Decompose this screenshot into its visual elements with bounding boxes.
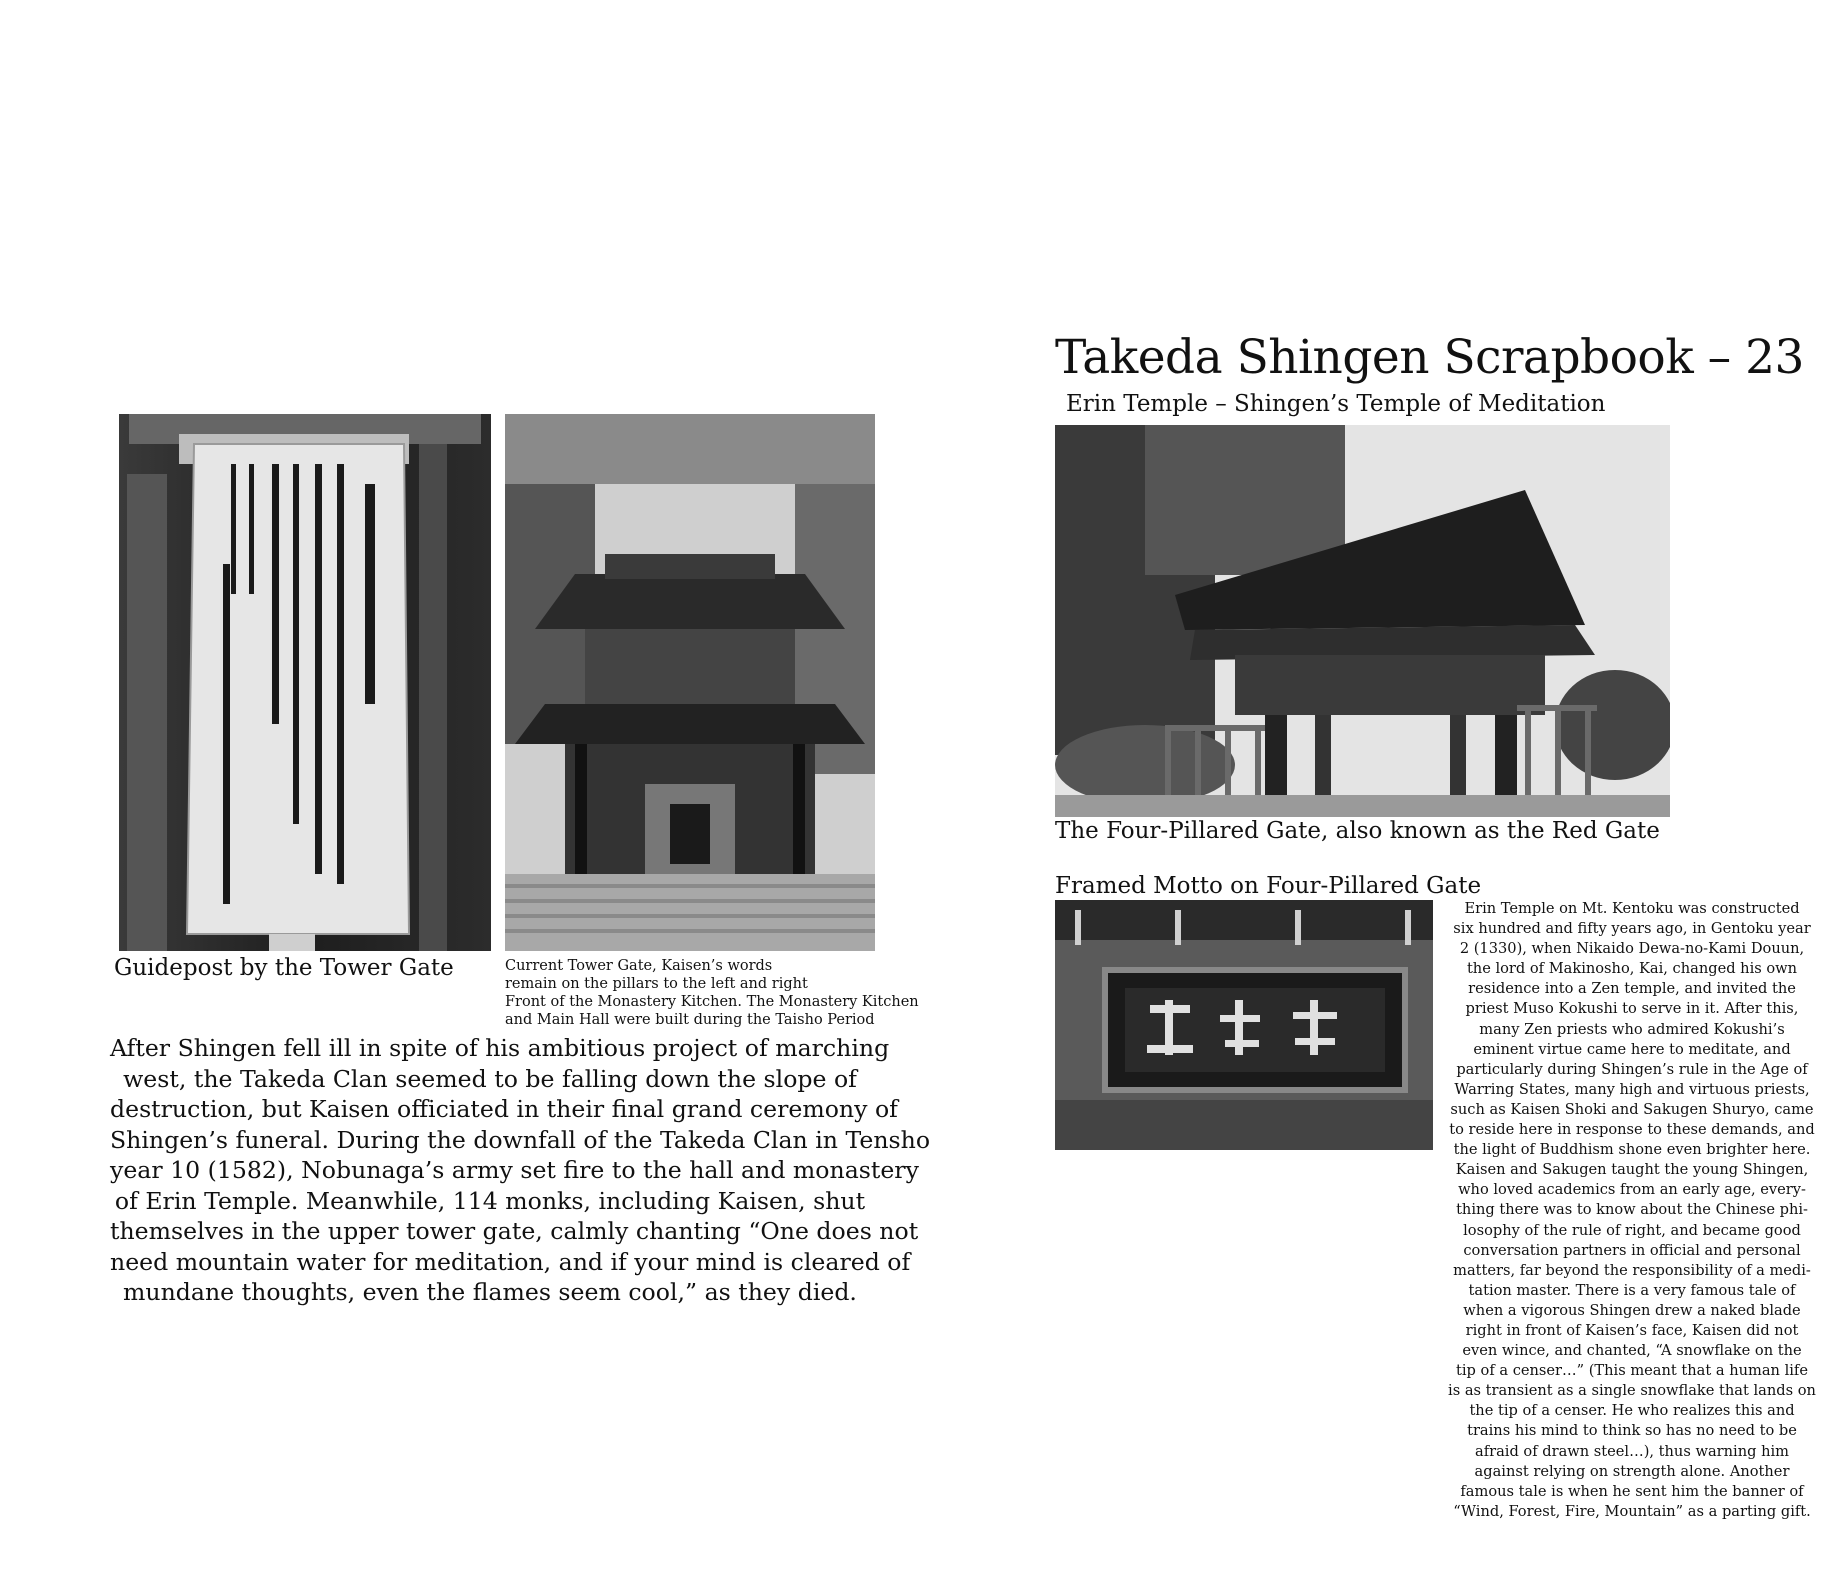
right-body-text	[1446, 899, 1818, 1522]
tower-gate-caption	[505, 957, 925, 1029]
page-subtitle: Erin Temple – Shingen’s Temple of Meditation	[1066, 391, 1606, 417]
body-line: Shingen’s funeral. During the downfall of the Takeda Clan in Tensho	[110, 1125, 931, 1154]
body-line: thing there was to know about the Chinese phi-	[1456, 1201, 1808, 1219]
tower-gate-photo	[505, 414, 875, 951]
body-line: priest Muso Kokushi to serve in it. After this,	[1465, 1000, 1799, 1018]
body-line: Kaisen and Sakugen taught the young Shingen,	[1455, 1161, 1809, 1179]
tower-gate-caption-line: and Main Hall were built during the Taisho Period	[505, 1012, 875, 1028]
body-line: six hundred and fifty years ago, in Gentoku year	[1453, 920, 1811, 938]
body-line: tation master. There is a very famous tale of	[1468, 1281, 1796, 1299]
body-line: “Wind, Forest, Fire, Mountain” as a parting gift.	[1453, 1502, 1811, 1520]
body-line: need mountain water for meditation, and if your mind is cleared of	[110, 1247, 911, 1276]
body-line: west, the Takeda Clan seemed to be falling down the slope of	[123, 1064, 857, 1093]
body-line: is as transient as a single snowflake that lands on	[1448, 1382, 1816, 1400]
left-body-text	[110, 1033, 931, 1308]
body-line: destruction, but Kaisen officiated in their final grand ceremony of	[110, 1095, 898, 1123]
motto-heading: Framed Motto on Four-Pillared Gate	[1055, 873, 1482, 899]
body-line: the lord of Makinosho, Kai, changed his own	[1466, 960, 1798, 978]
tower-gate-caption-line: Front of the Monastery Kitchen. The Monastery Kitchen	[505, 994, 919, 1010]
body-line: 2 (1330), when Nikaido Dewa-no-Kami Douun,	[1459, 940, 1805, 958]
framed-motto-photo-image	[1055, 900, 1433, 1150]
body-line: even wince, and chanted, “A snowflake on the	[1462, 1342, 1802, 1360]
body-line: many Zen priests who admired Kokushi’s	[1479, 1020, 1785, 1038]
body-line: mundane thoughts, even the flames seem cool,” as they died.	[123, 1278, 857, 1306]
body-line: matters, far beyond the responsibility of a medi-	[1453, 1261, 1811, 1279]
body-line: famous tale is when he sent him the banner of	[1460, 1482, 1804, 1500]
body-line: year 10 (1582), Nobunaga’s army set fire to the hall and monastery	[110, 1156, 919, 1184]
page-title: Takeda Shingen Scrapbook – 23	[1055, 330, 1804, 385]
body-line: against relying on strength alone. Another	[1474, 1462, 1790, 1480]
body-line: who loved academics from an early age, every-	[1458, 1181, 1806, 1199]
guidepost-caption: Guidepost by the Tower Gate	[114, 955, 454, 981]
body-line: the tip of a censer. He who realizes this and	[1469, 1402, 1795, 1420]
body-line: the light of Buddhism shone even brighter here.	[1453, 1141, 1811, 1159]
body-line: right in front of Kaisen’s face, Kaisen did not	[1465, 1321, 1799, 1339]
red-gate-photo	[1055, 425, 1670, 817]
body-line: Erin Temple on Mt. Kentoku was constructed	[1464, 900, 1800, 917]
body-line: tip of a censer…” (This meant that a human life	[1456, 1362, 1808, 1380]
body-line: conversation partners in official and personal	[1463, 1241, 1801, 1259]
body-line: After Shingen fell ill in spite of his ambitious project of marching	[110, 1034, 890, 1062]
body-line: trains his mind to think so has no need to be	[1467, 1422, 1797, 1440]
body-line: residence into a Zen temple, and invited the	[1468, 980, 1796, 998]
body-line: when a vigorous Shingen drew a naked blade	[1463, 1301, 1801, 1319]
guidepost-photo	[119, 414, 491, 951]
body-line: afraid of drawn steel…), thus warning him	[1475, 1442, 1789, 1460]
body-line: eminent virtue came here to meditate, and	[1473, 1040, 1791, 1058]
framed-motto-photo	[1055, 900, 1433, 1150]
red-gate-caption: The Four-Pillared Gate, also known as the Red Gate	[1055, 818, 1660, 844]
guidepost-photo-image	[119, 414, 491, 951]
body-line: of Erin Temple. Meanwhile, 114 monks, including Kaisen, shut	[114, 1186, 866, 1215]
tower-gate-caption-line: Current Tower Gate, Kaisen’s words	[505, 958, 773, 974]
tower-gate-caption-line: remain on the pillars to the left and right	[505, 976, 808, 992]
tower-gate-photo-image	[505, 414, 875, 951]
body-line: themselves in the upper tower gate, calmly chanting “One does not	[110, 1217, 919, 1245]
red-gate-photo-image	[1055, 425, 1670, 817]
body-line: to reside here in response to these demands, and	[1449, 1121, 1815, 1139]
body-line: such as Kaisen Shoki and Sakugen Shuryo, came	[1450, 1100, 1814, 1118]
body-line: Warring States, many high and virtuous priests,	[1454, 1080, 1810, 1098]
body-line: losophy of the rule of right, and became good	[1463, 1221, 1801, 1239]
body-line: particularly during Shingen’s rule in the Age of	[1456, 1060, 1808, 1078]
